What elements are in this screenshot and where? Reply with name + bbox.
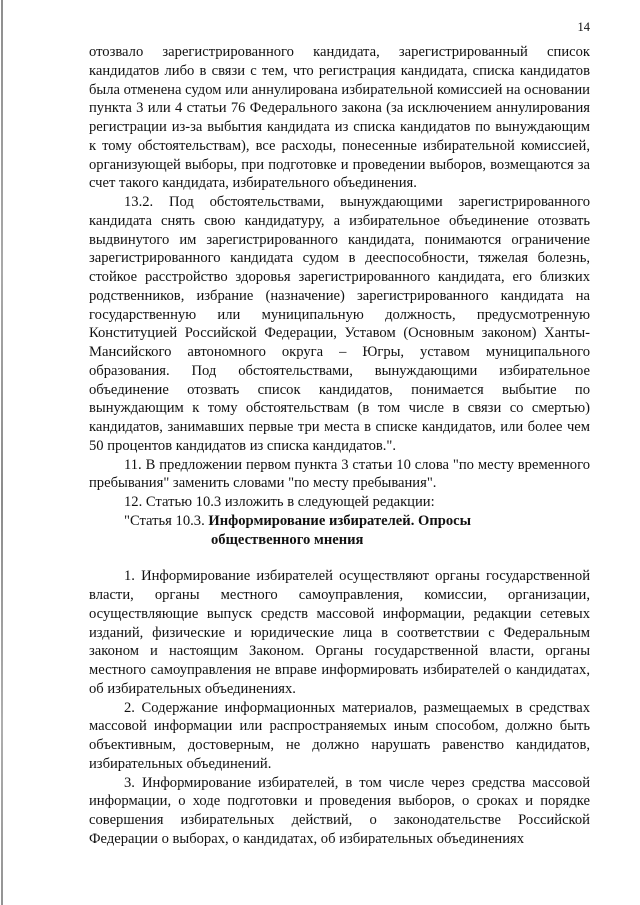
article-heading	[89, 512, 590, 531]
blank-line	[89, 549, 590, 567]
article-heading-prefix: "Статья 10.3.	[124, 512, 209, 529]
article-paragraph-2: 2. Содержание информационных материалов, размещаемых в средствах массовой информации или распространяемых иным способом, должно быть объективным, достоверным, не должно нарушать равенство кандидатов, избирательных объединений.	[89, 699, 590, 772]
paragraph-13-2: 13.2. Под обстоятельствами, вынуждающими зарегистрированного кандидата снять свою кандидатуру, а избирательное объединение отозвать выдвинутого им зарегистрированного кандидата, понимаются ограничение зарегистрированного кандидата судом в дееспособности, тяжелая болезнь, стойкое расстройство здоровья зарегистрированного кандидата, его близких родственников, избрание (назначение) зарегистрированного кандидата на государственную или муниципальную должность, предусмотренную Конституцией Российской Федерации, Уставом (Основным законом) Ханты-Мансийского автономного округа – Югры, уставом муниципального образования. Под обстоятельствами, вынуждающими избирательное объединение отозвать список кандидатов, понимается выбытие по вынуждающим к тому обстоятельствам (в том числе в связи со смертью) кандидатов, занимавших первые три места в списке кандидатов, или более чем 50 процентов кандидатов из списка кандидатов.".	[89, 194, 590, 454]
scan-edge	[1, 0, 3, 905]
article-heading-title-cont: общественного мнения	[211, 531, 364, 548]
document-body	[89, 43, 590, 849]
article-paragraph-1: 1. Информирование избирателей осуществляют органы государственной власти, органы местного самоуправления, комиссии, организации, осуществляющие выпуск средств массовой информации, редакции сетевых изданий, физические и юридические лица в соответствии с Федеральным законом и настоящим Законом. Органы государственной власти, органы местного самоуправления не вправе информировать избирателей о кандидатах, об избирательных объединениях.	[89, 568, 590, 697]
paragraph-item-11: 11. В предложении первом пункта 3 статьи 10 слова "по месту временного пребывания" заменить словами "по месту пребывания".	[89, 456, 590, 492]
article-paragraph-3: 3. Информирование избирателей, в том числе через средства массовой информации, о ходе подготовки и проведения выборов, о сроках и порядке совершения избирательных действий, о законодательстве Российской Федерации о выборах, о кандидатах, об избирательных объединениях	[89, 774, 590, 847]
page-number: 14	[577, 20, 590, 34]
article-heading-title: Информирование избирателей. Опросы	[208, 512, 472, 529]
paragraph-continuation: отозвало зарегистрированного кандидата, зарегистрированный список кандидатов либо в связи с тем, что регистрация кандидата, списка кандидатов была отменена судом или аннулирована избирательной комиссией на основании пункта 3 или 4 статьи 76 Федерального закона (за исключением аннулирования регистрации из-за выбытия кандидата из списка кандидатов по вынуждающим к тому обстоятельствам), все расходы, понесенные избирательной комиссией, организующей выборы, при подготовке и проведении выборов, возмещаются за счет такого кандидата, избирательного объединения.	[89, 44, 590, 192]
paragraph-item-12: 12. Статью 10.3 изложить в следующей редакции:	[124, 494, 435, 510]
